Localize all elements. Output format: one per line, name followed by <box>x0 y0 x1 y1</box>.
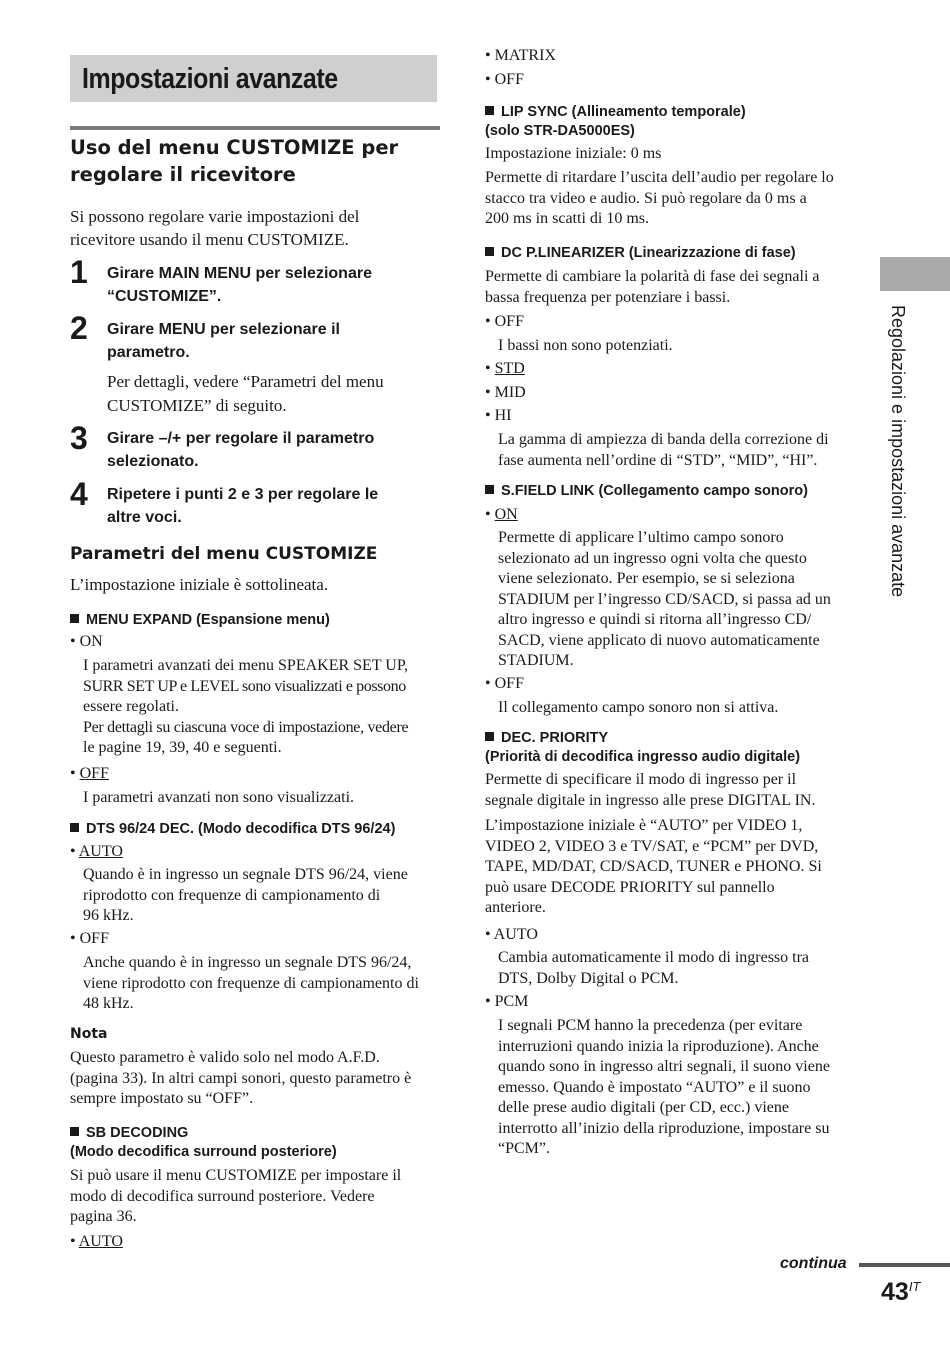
dc-mid: • MID <box>485 384 526 401</box>
dec-pcm: • PCM <box>485 993 529 1010</box>
sfield-on-desc: Permette di applicare l’ultimo campo sonoro selezionato ad un ingresso ogni volta che questo viene selezionato. Per esempio, se si seleziona STADIUM per l’ingresso CD/SACD, si passa ad un altro ingresso e quindi si ritorna all’ingresso CD/ SACD, viene applicato di nuovo automaticamente STADIUM. <box>498 529 831 669</box>
menu-expand-on: • ON <box>70 633 103 650</box>
square-bullet-icon <box>70 1127 79 1136</box>
lip-sync-text: Permette di ritardare l’uscita dell’audio per regolare lo stacco tra video e audio. Si può regolare da 0 ms a 200 ms in scatti di 10 ms. <box>485 169 834 227</box>
dec-auto: • AUTO <box>485 926 538 943</box>
menu-expand-off-desc: I parametri avanzati non sono visualizzati. <box>83 789 355 806</box>
dc-hi-desc: La gamma di ampiezza di banda della correzione di fase aumenta nell’ordine di “STD”, “MID”, “HI”. <box>498 431 829 469</box>
sb-decoding-auto: • AUTO <box>70 1233 123 1250</box>
dts-auto: • AUTO <box>70 843 123 860</box>
page-number: $43^{IT}$ <box>881 1278 921 1306</box>
sfield-off-desc: Il collegamento campo sonoro non si attiva. <box>498 699 779 716</box>
step-2-note: Per dettagli, vedere “Parametri del menu CUSTOMIZE” di seguito. <box>107 372 384 415</box>
intro-text: Si possono regolare varie impostazioni del ricevitore usando il menu CUSTOMIZE. <box>70 207 360 249</box>
dts-auto-desc: Quando è in ingresso un segnale DTS 96/24, viene riprodotto con frequenze di campionamento di 96 kHz. <box>83 866 408 924</box>
dts-off-desc: Anche quando è in ingresso un segnale DTS 96/24, viene riprodotto con frequenze di campionamento di 48 kHz. <box>83 954 419 1012</box>
step-1-number: 1 <box>70 254 88 290</box>
step-4-number: 4 <box>70 476 88 512</box>
step-2-number: 2 <box>70 310 88 346</box>
sfield-on: • ON <box>485 506 518 523</box>
continua-line <box>859 1263 950 1267</box>
sb-matrix: • MATRIX <box>485 47 556 64</box>
dec-priority-text: Permette di specificare il modo di ingresso per il segnale digitale in ingresso alle prese DIGITAL IN. <box>485 771 816 809</box>
dc-std: • STD <box>485 360 525 377</box>
step-4-text: Ripetere i punti 2 e 3 per regolare le altre voci. <box>107 486 379 526</box>
square-bullet-icon <box>70 823 79 832</box>
dec-priority-heading: DEC. PRIORITY (Priorità di decodifica ingresso audio digitale) <box>485 730 801 765</box>
sb-decoding-text: Si può usare il menu CUSTOMIZE per impostare il modo di decodifica surround posteriore. Vedere pagina 36. <box>70 1167 402 1225</box>
dts-heading: DTS 96/24 DEC. (Modo decodifica DTS 96/24) <box>70 820 395 839</box>
square-bullet-icon <box>485 485 494 494</box>
square-bullet-icon <box>485 106 494 115</box>
params-intro: L’impostazione iniziale è sottolineata. <box>70 575 329 594</box>
params-heading: Parametri del menu CUSTOMIZE <box>70 544 378 564</box>
menu-expand-off: • OFF <box>70 765 109 782</box>
side-tab-marker <box>880 257 950 291</box>
step-2-text: Girare MENU per selezionare il parametro. <box>107 321 340 361</box>
lip-sync-heading: LIP SYNC (Allineamento temporale) (solo STR-DA5000ES) <box>485 104 746 139</box>
sb-off: • OFF <box>485 71 524 88</box>
sb-decoding-heading: SB DECODING (Modo decodifica surround posteriore) <box>70 1125 337 1160</box>
dc-off: • OFF <box>485 313 524 330</box>
nota-text: Questo parametro è valido solo nel modo A.F.D. (pagina 33). In altri campi sonori, questo parametro è sempre impostato su “OFF”. <box>70 1049 412 1107</box>
step-3-number: 3 <box>70 420 88 456</box>
menu-expand-heading: MENU EXPAND (Espansione menu) <box>70 611 330 630</box>
square-bullet-icon <box>70 614 79 623</box>
step-3-text: Girare –/+ per regolare il parametro selezionato. <box>107 430 375 470</box>
section-rule <box>70 126 440 130</box>
sfield-off: • OFF <box>485 675 524 692</box>
nota-heading: Nota <box>70 1026 108 1042</box>
lip-sync-init: Impostazione iniziale: 0 ms <box>485 145 662 162</box>
sfield-link-heading: S.FIELD LINK (Collegamento campo sonoro) <box>485 482 808 501</box>
dc-hi: • HI <box>485 407 512 424</box>
square-bullet-icon <box>485 247 494 256</box>
dc-off-desc: I bassi non sono potenziati. <box>498 337 673 354</box>
dec-priority-text2: L’impostazione iniziale è “AUTO” per VIDEO 1, VIDEO 2, VIDEO 3 e TV/SAT, e “PCM” per DVD, TAPE, MD/DAT, CD/SACD, TUNER e PHONO. Si può usare DECODE PRIORITY sul pannello anteriore. <box>485 817 822 916</box>
square-bullet-icon <box>485 732 494 741</box>
page-title: Impostazioni avanzate <box>82 63 338 95</box>
dec-pcm-desc: I segnali PCM hanno la precedenza (per evitare interruzioni quando inizia la riproduzione). Anche quando sono in ingresso altri segnali, il suono viene emesso. Quando è impostato “AUTO” e il suono delle prese audio digitali (per CD, ecc.) viene interrotto all’inizio della riproduzione, impostare su “PCM”. <box>498 1017 830 1157</box>
section-heading: Uso del menu CUSTOMIZE per regolare il ricevitore <box>70 136 399 186</box>
menu-expand-on-desc: I parametri avanzati dei menu SPEAKER SET UP, SURR SET UP e LEVEL sono visualizzati e possono essere regolati. Per dettagli su ciascuna voce di impostazione, vedere le pagine 19, 39, 40 e seguenti. <box>83 657 409 756</box>
dec-auto-desc: Cambia automaticamente il modo di ingresso tra DTS, Dolby Digital o PCM. <box>498 949 810 987</box>
side-tab-label: Regolazioni e impostazioni avanzate <box>888 305 908 598</box>
dc-linearizer-text: Permette di cambiare la polarità di fase dei segnali a bassa frequenza per potenziare i bassi. <box>485 268 820 306</box>
step-1-text: Girare MAIN MENU per selezionare “CUSTOMIZE”. <box>107 265 372 305</box>
dts-off: • OFF <box>70 930 109 947</box>
continua-label: continua <box>780 1255 847 1272</box>
dc-linearizer-heading: DC P.LINEARIZER (Linearizzazione di fase) <box>485 244 796 263</box>
